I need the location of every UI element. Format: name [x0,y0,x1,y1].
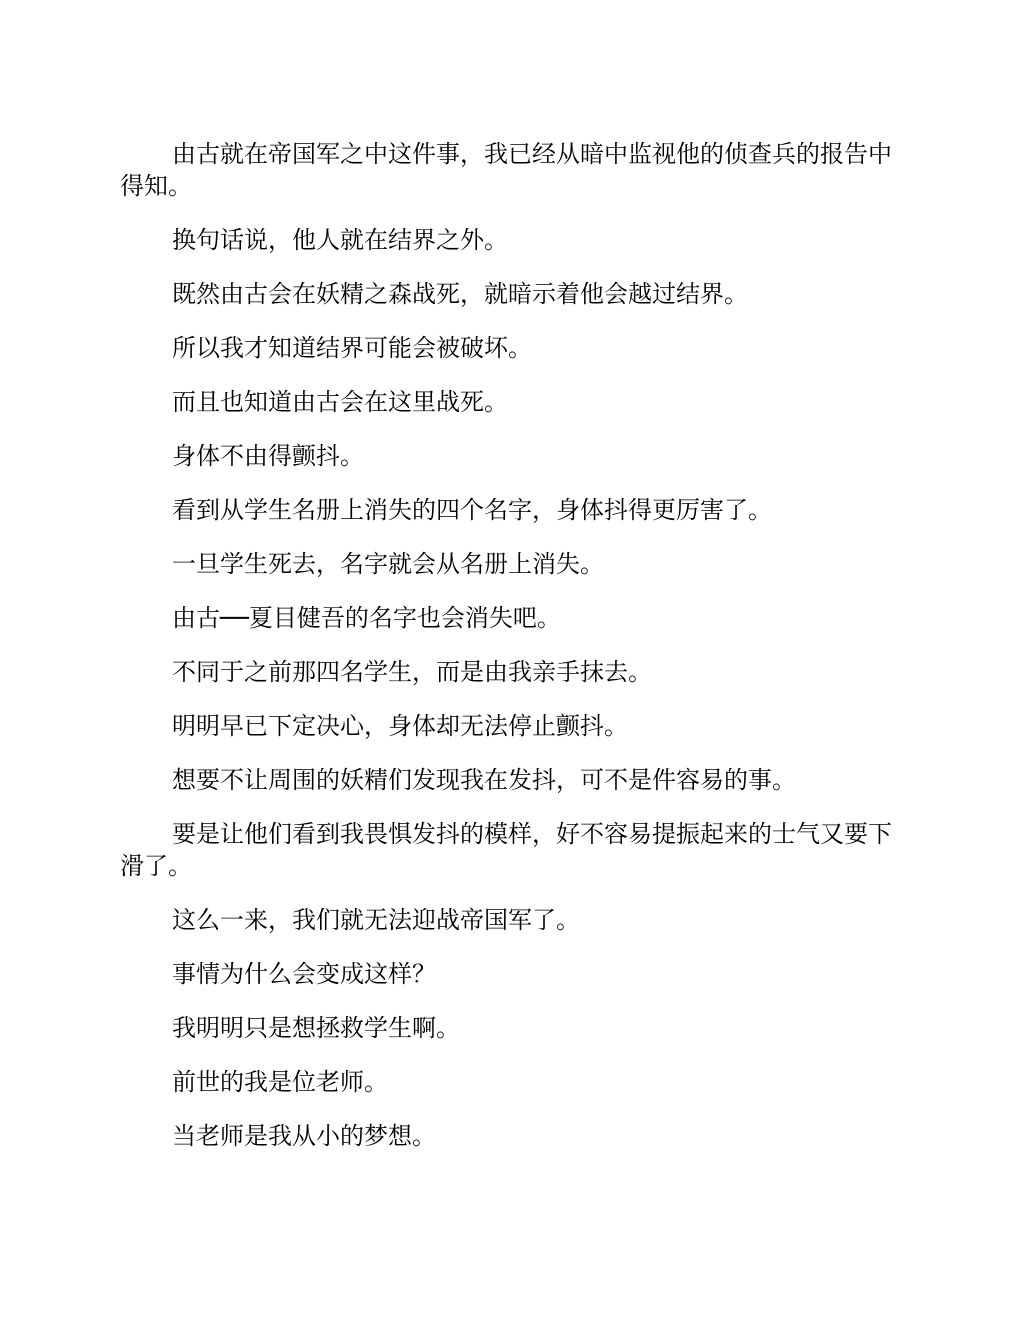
paragraph: 当老师是我从小的梦想。 [172,1122,436,1150]
paragraph: 要是让他们看到我畏惧发抖的模样，好不容易提振起来的士气又要下滑了。 [120,820,892,880]
paragraph: 换句话说，他人就在结界之外。 [172,226,508,254]
paragraph: 想要不让周围的妖精们发现我在发抖，可不是件容易的事。 [172,766,796,794]
paragraph: 明明早已下定决心，身体却无法停止颤抖。 [172,712,628,740]
paragraph: 由古就在帝国军之中这件事，我已经从暗中监视他的侦查兵的报告中得知。 [120,140,892,200]
paragraph: 这么一来，我们就无法迎战帝国军了。 [172,906,580,934]
paragraph: 一旦学生死去，名字就会从名册上消失。 [172,550,604,578]
document-body [120,138,900,1174]
paragraph: 既然由古会在妖精之森战死，就暗示着他会越过结界。 [172,280,748,308]
paragraph: 所以我才知道结界可能会被破坏。 [172,334,532,362]
paragraph: 我明明只是想拯救学生啊。 [172,1014,460,1042]
paragraph: 而且也知道由古会在这里战死。 [172,388,508,416]
paragraph: 事情为什么会变成这样？ [172,960,436,988]
paragraph: 不同于之前那四名学生，而是由我亲手抹去。 [172,658,652,686]
paragraph: 身体不由得颤抖。 [172,442,364,470]
paragraph: 由古──夏目健吾的名字也会消失吧。 [172,604,561,632]
paragraph: 前世的我是位老师。 [172,1068,388,1096]
paragraph: 看到从学生名册上消失的四个名字，身体抖得更厉害了。 [172,496,772,524]
